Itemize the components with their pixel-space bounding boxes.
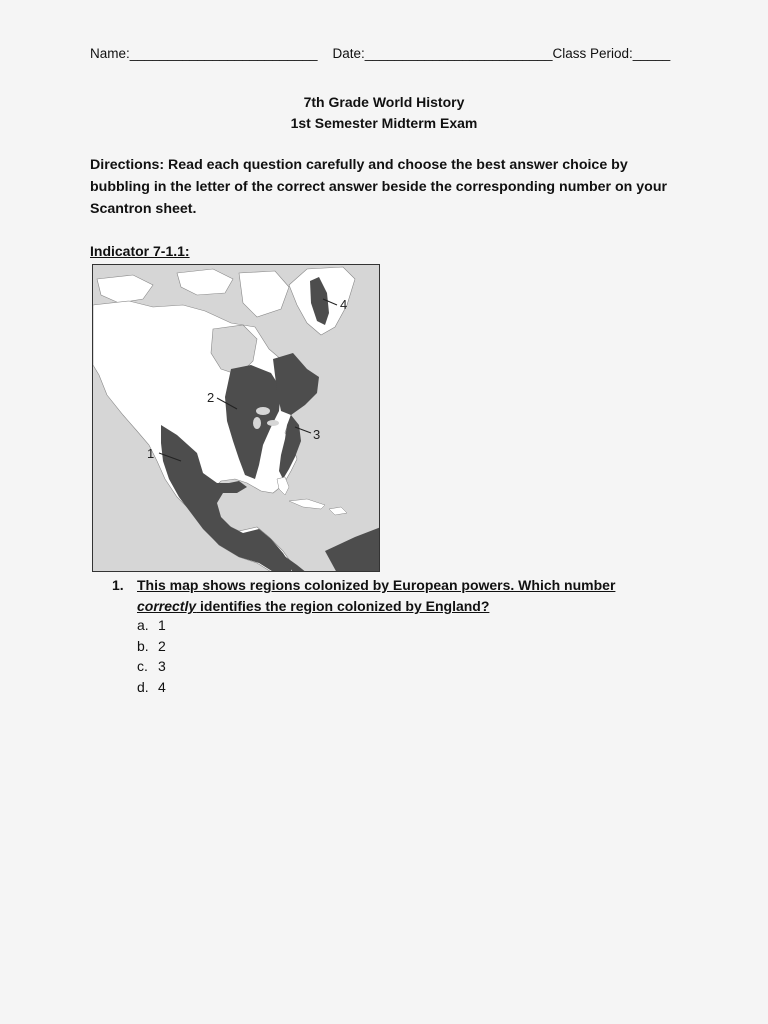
date-label: Date: xyxy=(332,46,365,61)
question-text xyxy=(137,575,672,617)
region-3-label: 3 xyxy=(313,427,321,442)
exam-title-line1: 7th Grade World History xyxy=(303,94,465,110)
great-lake-3 xyxy=(253,417,261,429)
choice-c[interactable] xyxy=(137,656,166,677)
name-blank[interactable]: _________________________ xyxy=(129,46,318,61)
question-1 xyxy=(112,575,672,617)
north-america-colonial-map xyxy=(92,264,380,572)
choice-text: 2 xyxy=(158,637,166,654)
choice-letter: b. xyxy=(137,637,149,654)
choice-letter: c. xyxy=(137,658,148,674)
choice-a[interactable] xyxy=(137,615,166,636)
class-period-label: Class Period: xyxy=(552,46,633,61)
choice-letter: a. xyxy=(137,617,149,633)
region-2-label: 2 xyxy=(207,390,215,405)
student-info-line xyxy=(90,46,690,61)
date-blank[interactable]: _________________________ xyxy=(364,46,553,61)
choice-d[interactable] xyxy=(137,677,166,698)
class-period-blank[interactable]: _____ xyxy=(632,46,671,61)
choice-letter: d. xyxy=(137,678,149,695)
question-emphasis: correctly xyxy=(137,598,197,614)
great-lake-1 xyxy=(256,407,270,415)
name-label: Name: xyxy=(90,46,130,61)
exam-title-line2: 1st Semester Midterm Exam xyxy=(290,115,478,131)
question-text-part2: identifies the region colonized by England? xyxy=(196,598,490,614)
question-text-part1: This map shows regions colonized by European powers. Which number xyxy=(137,577,616,593)
choice-text: 4 xyxy=(158,678,166,695)
indicator-heading: Indicator 7-1.1: xyxy=(90,243,190,259)
region-1-label: 1 xyxy=(147,446,155,461)
answer-choices xyxy=(137,615,166,697)
choice-text: 3 xyxy=(158,658,166,674)
choice-text: 1 xyxy=(158,617,166,633)
directions-text: Directions: Read each question carefully and choose the best answer choice by bubbling in the letter of the correct answer beside the corresponding number on your Scantron sheet. xyxy=(90,157,668,217)
question-number: 1. xyxy=(112,577,124,593)
region-4-label: 4 xyxy=(340,297,348,312)
great-lake-2 xyxy=(267,420,279,426)
choice-b[interactable] xyxy=(137,636,166,657)
